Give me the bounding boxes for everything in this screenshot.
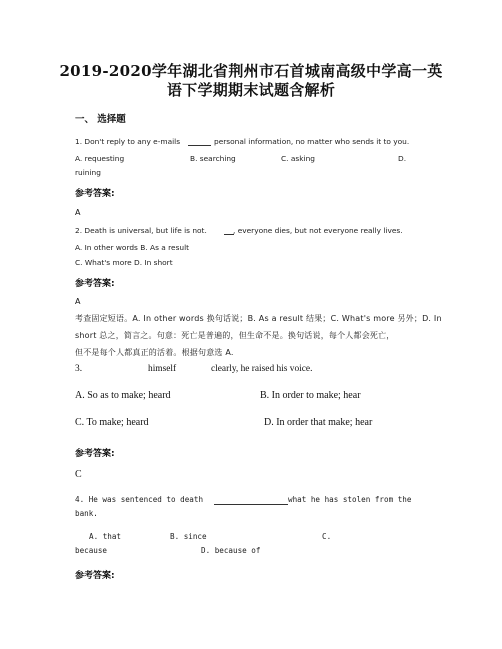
q3-option-a: A. So as to make; heard (75, 390, 171, 401)
doc-title-line-2: 语下学期期末试题含解析 (166, 81, 336, 99)
q4-option-c-label: C. (322, 532, 332, 541)
q2-answer: A (75, 297, 81, 306)
q2-stem-start: 2. Death is universal, but life is not. (75, 226, 207, 235)
q4-option-a: A. that (89, 532, 122, 541)
section-heading: 一、 选择题 (75, 114, 126, 125)
q1-option-a: A. requesting (75, 154, 125, 163)
q4-stem-line-2: bank. (75, 509, 98, 518)
q3-answer: C (75, 469, 82, 480)
q1-answer: A (75, 208, 81, 217)
q1-option-d-label: D. (398, 154, 407, 163)
q4-blank (214, 504, 288, 505)
q1-answer-label: 参考答案: (75, 189, 115, 199)
q2-options-ab: A. In other words B. As a result (75, 243, 190, 252)
q3-stem-end: clearly, he raised his voice. (211, 364, 313, 374)
q3-answer-label: 参考答案: (75, 449, 115, 459)
q1-option-b: B. searching (190, 154, 236, 163)
q2-options-cd: C. What's more D. In short (75, 258, 173, 267)
q4-option-d: D. because of (201, 546, 261, 555)
q1-blank (188, 145, 211, 146)
q3-option-b: B. In order to make; hear (260, 390, 361, 401)
q2-explanation-line-1: 考查固定短语。A. In other words 换句话说；B. As a result 结果；C. What's more 另外；D. In (75, 314, 442, 323)
q4-option-c-text: because (75, 546, 108, 555)
q1-stem-end: personal information, no matter who sends it to you. (214, 137, 410, 146)
q4-stem-end: what he has stolen from the (288, 495, 412, 504)
q2-explanation-line-3: 但不是每个人都真正的活着。根据句意选 A. (75, 348, 234, 357)
q2-answer-label: 参考答案: (75, 279, 115, 289)
q4-stem-start: 4. He was sentenced to death (75, 495, 204, 504)
q3-option-c: C. To make; heard (75, 417, 149, 428)
q1-option-d-text: ruining (75, 168, 101, 177)
q2-stem-end: , everyone dies, but not everyone really lives. (233, 226, 403, 235)
q4-answer-label: 参考答案: (75, 571, 115, 581)
doc-title-line-1: 2019-2020学年湖北省荆州市石首城南高级中学高一英 (59, 62, 443, 80)
q1-option-c: C. asking (281, 154, 315, 163)
q4-option-b: B. since (170, 532, 207, 541)
q3-stem-middle: himself (148, 364, 177, 374)
q2-explanation-line-2: short 总之，简言之。句意：死亡是普遍的，但生命不是。换句话说，每个人都会死亡， (75, 331, 395, 340)
q1-stem-start: 1. Don't reply to any e-mails (75, 137, 181, 146)
q3-number: 3. (75, 364, 83, 374)
q3-option-d: D. In order that make; hear (264, 417, 373, 428)
